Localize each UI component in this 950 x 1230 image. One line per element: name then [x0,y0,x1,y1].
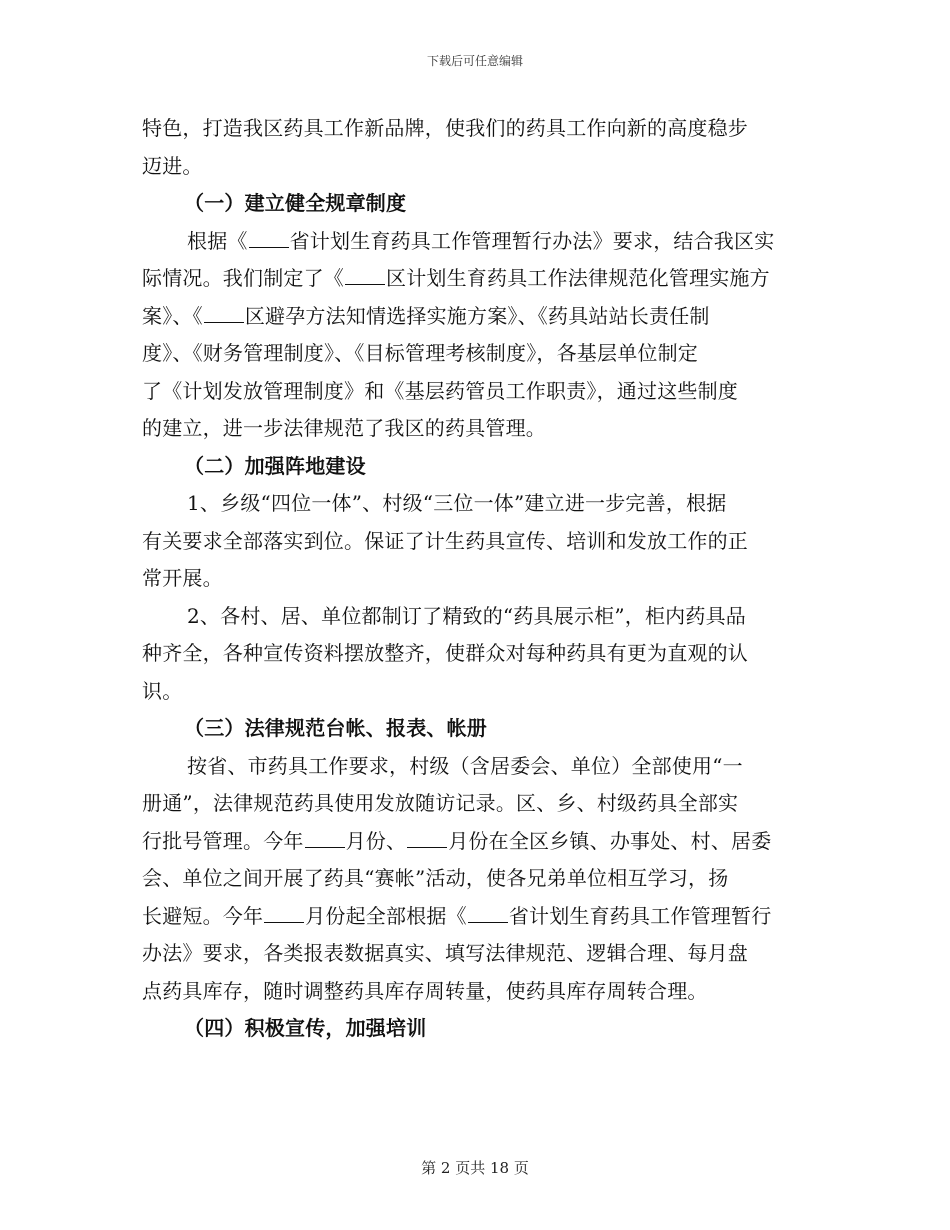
paragraph-line: 度》、《财务管理制度》、《目标管理考核制度》，各基层单位制定 [142,341,698,365]
text-segment: 根据《 [187,228,248,253]
blank-fill-line [264,904,304,923]
paragraph-line: 册通”，法律规范药具使用发放随访记录。区、乡、村级药具全部实 [142,791,739,815]
paragraph-line: 种齐全，各种宣传资料摆放整齐，使群众对每种药具有更为直观的认 [142,641,748,665]
paragraph-line [142,260,808,298]
text-segment: 案》、《 [142,303,203,328]
blank-fill-line [468,904,508,923]
paragraph-line: 迈进。 [142,153,203,178]
paragraph-line: 的建立，进一步法律规范了我区的药具管理。 [142,416,546,440]
blank-fill-line [407,829,447,848]
text-segment: 省计划生育药具工作管理暂行 [508,903,772,928]
paragraph-line: 特色，打造我区药具工作新品牌，使我们的药具工作向新的高度稳步 [142,116,748,140]
blank-fill-line [249,229,289,248]
paragraph-line: 1、乡级“四位一体”、村级“三位一体”建立进一步完善，根据 [187,491,727,515]
text-segment: 际情况。我们制定了《 [142,266,344,290]
text-segment: 省计划生育药具工作管理暂行办法》要求，结合我区实 [289,228,775,253]
paragraph-line: 2、各村、居、单位都制订了精致的“药具展示柜”，柜内药具品 [187,603,746,628]
section-heading-1: （一）建立健全规章制度 [184,191,407,215]
paragraph-line: 常开展。 [142,566,223,590]
text-segment: 长避短。今年 [142,903,264,928]
text-segment: 月份、 [345,828,407,853]
text-segment: 月份起全部根据《 [305,903,467,928]
paragraph-line: 识。 [142,678,183,703]
text-segment: 行批号管理。今年 [142,828,304,853]
section-heading-2: （二）加强阵地建设 [184,453,366,478]
paragraph-line [142,223,808,261]
page-header-note: 下载后可任意编辑 [426,54,523,68]
blank-fill-line [305,829,345,848]
section-heading-4: （四）积极宣传，加强培训 [184,1016,427,1040]
text-segment: 区避孕方法知情选择实施方案》、《药具站站长责任制 [244,303,710,328]
paragraph-line [142,298,808,336]
document-body [142,110,808,1048]
paragraph-line: 会、单位之间开展了药具“赛帐”活动，使各兄弟单位相互学习，扬 [142,866,729,890]
paragraph-line: 按省、市药具工作要求，村级（含居委会、单位）全部使用“一 [187,753,743,778]
paragraph-line: 点药具库存，随时调整药具库存周转量，使药具库存周转合理。 [142,978,708,1003]
paragraph-line [142,823,808,861]
section-heading-3: （三）法律规范台帐、报表、帐册 [184,716,487,740]
paragraph-line: 办法》要求，各类报表数据真实、填写法律规范、逻辑合理、每月盘 [142,941,748,965]
text-segment: 区计划生育药具工作法律规范化管理实施方 [386,266,770,290]
paragraph-line: 有关要求全部落实到位。保证了计生药具宣传、培训和发放工作的正 [142,528,748,553]
blank-fill-line [345,266,385,285]
blank-fill-line [204,304,244,323]
text-segment: 月份在全区乡镇、办事处、村、居委 [448,828,772,853]
page-number: 第 2 页共 18 页 [421,1159,529,1177]
paragraph-line: 了《计划发放管理制度》和《基层药管员工作职责》，通过这些制度 [142,378,738,403]
paragraph-line [142,898,808,936]
